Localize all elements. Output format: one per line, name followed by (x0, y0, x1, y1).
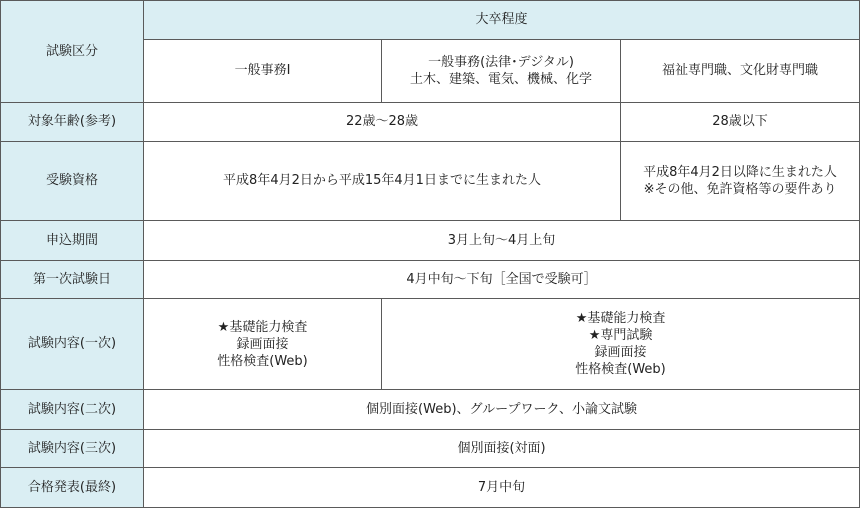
column-general-affairs-law-digital: 一般事務(法律･デジタル) 土木、建築、電気、機械、化学 (382, 40, 621, 103)
row-label-final-result: 合格発表(最終) (1, 468, 144, 508)
row-label-first-date: 第一次試験日 (1, 261, 144, 299)
row-label-eligibility: 受験資格 (1, 142, 144, 221)
age-value-general: 22歳～28歳 (144, 103, 621, 142)
application-period-value: 3月上旬～4月上旬 (144, 221, 860, 261)
column-general-affairs-1: 一般事務Ⅰ (144, 40, 382, 103)
row-label-application: 申込期間 (1, 221, 144, 261)
eligibility-value-specialist: 平成8年4月2日以降に生まれた人 ※その他、免許資格等の要件あり (621, 142, 860, 221)
row-label-age: 対象年齢(参考) (1, 103, 144, 142)
row-label-third-content: 試験内容(三次) (1, 430, 144, 468)
level-header: 大卒程度 (144, 1, 860, 40)
row-label-first-content: 試験内容(一次) (1, 299, 144, 390)
eligibility-value-general: 平成8年4月2日から平成15年4月1日までに生まれた人 (144, 142, 621, 221)
age-value-specialist: 28歳以下 (621, 103, 860, 142)
third-content-value: 個別面接(対面) (144, 430, 860, 468)
final-result-value: 7月中旬 (144, 468, 860, 508)
first-exam-date-value: 4月中旬～下旬［全国で受験可］ (144, 261, 860, 299)
first-content-general: ★基礎能力検査 録画面接 性格検査(Web) (144, 299, 382, 390)
column-welfare-cultural: 福祉専門職、文化財専門職 (621, 40, 860, 103)
row-label-second-content: 試験内容(二次) (1, 390, 144, 430)
second-content-value: 個別面接(Web)、グループワーク、小論文試験 (144, 390, 860, 430)
first-content-specialist: ★基礎能力検査 ★専門試験 録画面接 性格検査(Web) (382, 299, 860, 390)
exam-category-header: 試験区分 (1, 1, 144, 103)
